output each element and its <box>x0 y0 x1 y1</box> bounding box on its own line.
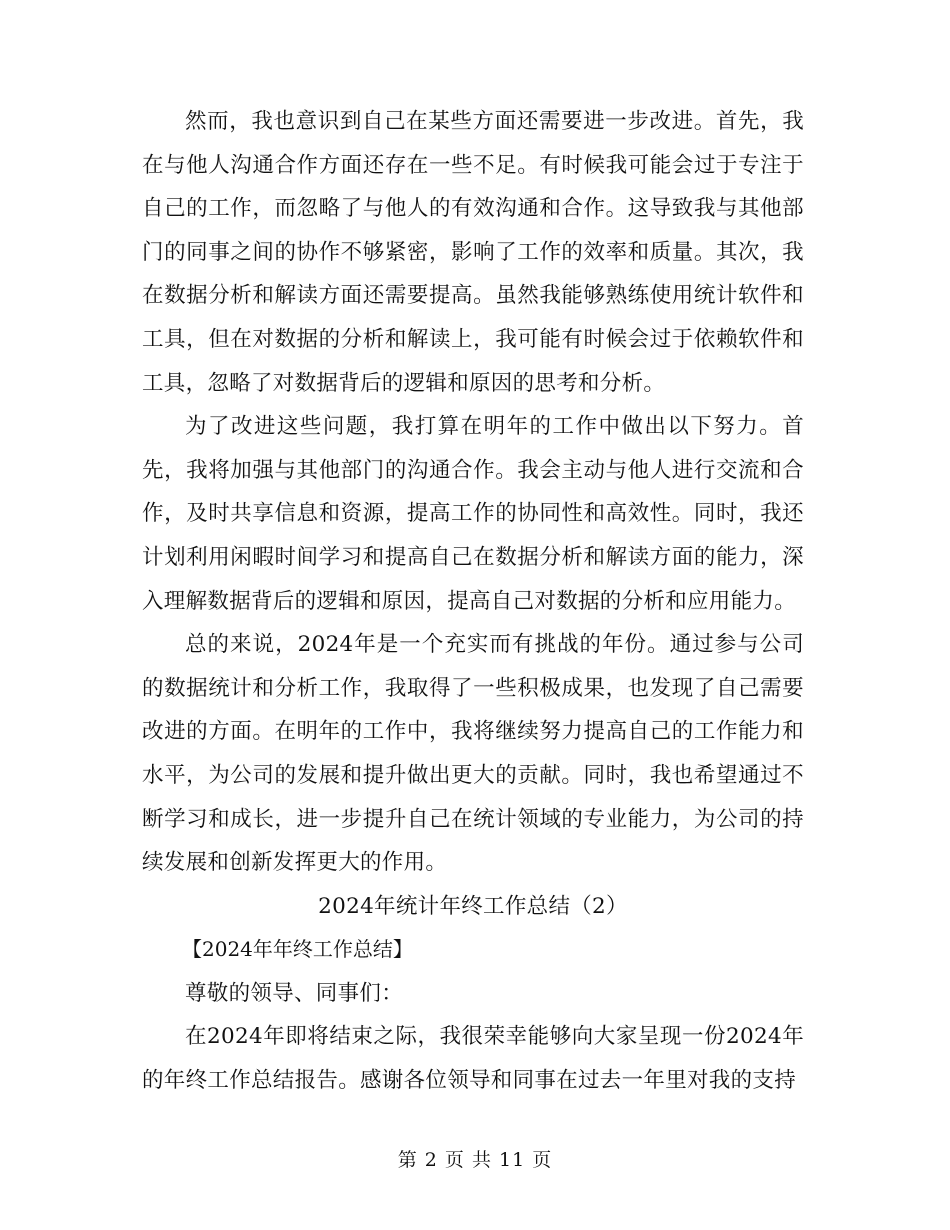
document-body <box>142 100 804 1103</box>
body-paragraph: 然而，我也意识到自己在某些方面还需要进一步改进。首先，我在与他人沟通合作方面还存在一些不足。有时候我可能会过于专注于自己的工作，而忽略了与他人的有效沟通和合作。这导致我与其他部门的同事之间的协作不够紧密，影响了工作的效率和质量。其次，我在数据分析和解读方面还需要提高。虽然我能够熟练使用统计软件和工具，但在对数据的分析和解读上，我可能有时候会过于依赖软件和工具，忽略了对数据背后的逻辑和原因的思考和分析。 <box>142 109 804 396</box>
body-paragraph: 在2024年即将结束之际，我很荣幸能够向大家呈现一份2024年的年终工作总结报告。感谢各位领导和同事在过去一年里对我的支持 <box>142 1024 804 1094</box>
page-number-footer: 第 2 页 共 11 页 <box>397 1149 553 1171</box>
body-paragraph: 总的来说，2024年是一个充实而有挑战的年份。通过参与公司的数据统计和分析工作，我取得了一些积极成果，也发现了自己需要改进的方面。在明年的工作中，我将继续努力提高自己的工作能力和水平，为公司的发展和提升做出更大的贡献。同时，我也希望通过不断学习和成长，进一步提升自己在统计领域的专业能力，为公司的持续发展和创新发挥更大的作用。 <box>142 632 804 876</box>
bracket-title: 【2024年年终工作总结】 <box>182 937 413 962</box>
section-title: 2024年统计年终工作总结（2） <box>318 893 628 919</box>
greeting: 尊敬的领导、同事们： <box>185 980 404 1006</box>
body-paragraph: 为了改进这些问题，我打算在明年的工作中做出以下努力。首先，我将加强与其他部门的沟通合作。我会主动与他人进行交流和合作，及时共享信息和资源，提高工作的协同性和高效性。同时，我还计划利用闲暇时间学习和提高自己在数据分析和解读方面的能力，深入理解数据背后的逻辑和原因，提高自己对数据的分析和应用能力。 <box>142 414 804 614</box>
